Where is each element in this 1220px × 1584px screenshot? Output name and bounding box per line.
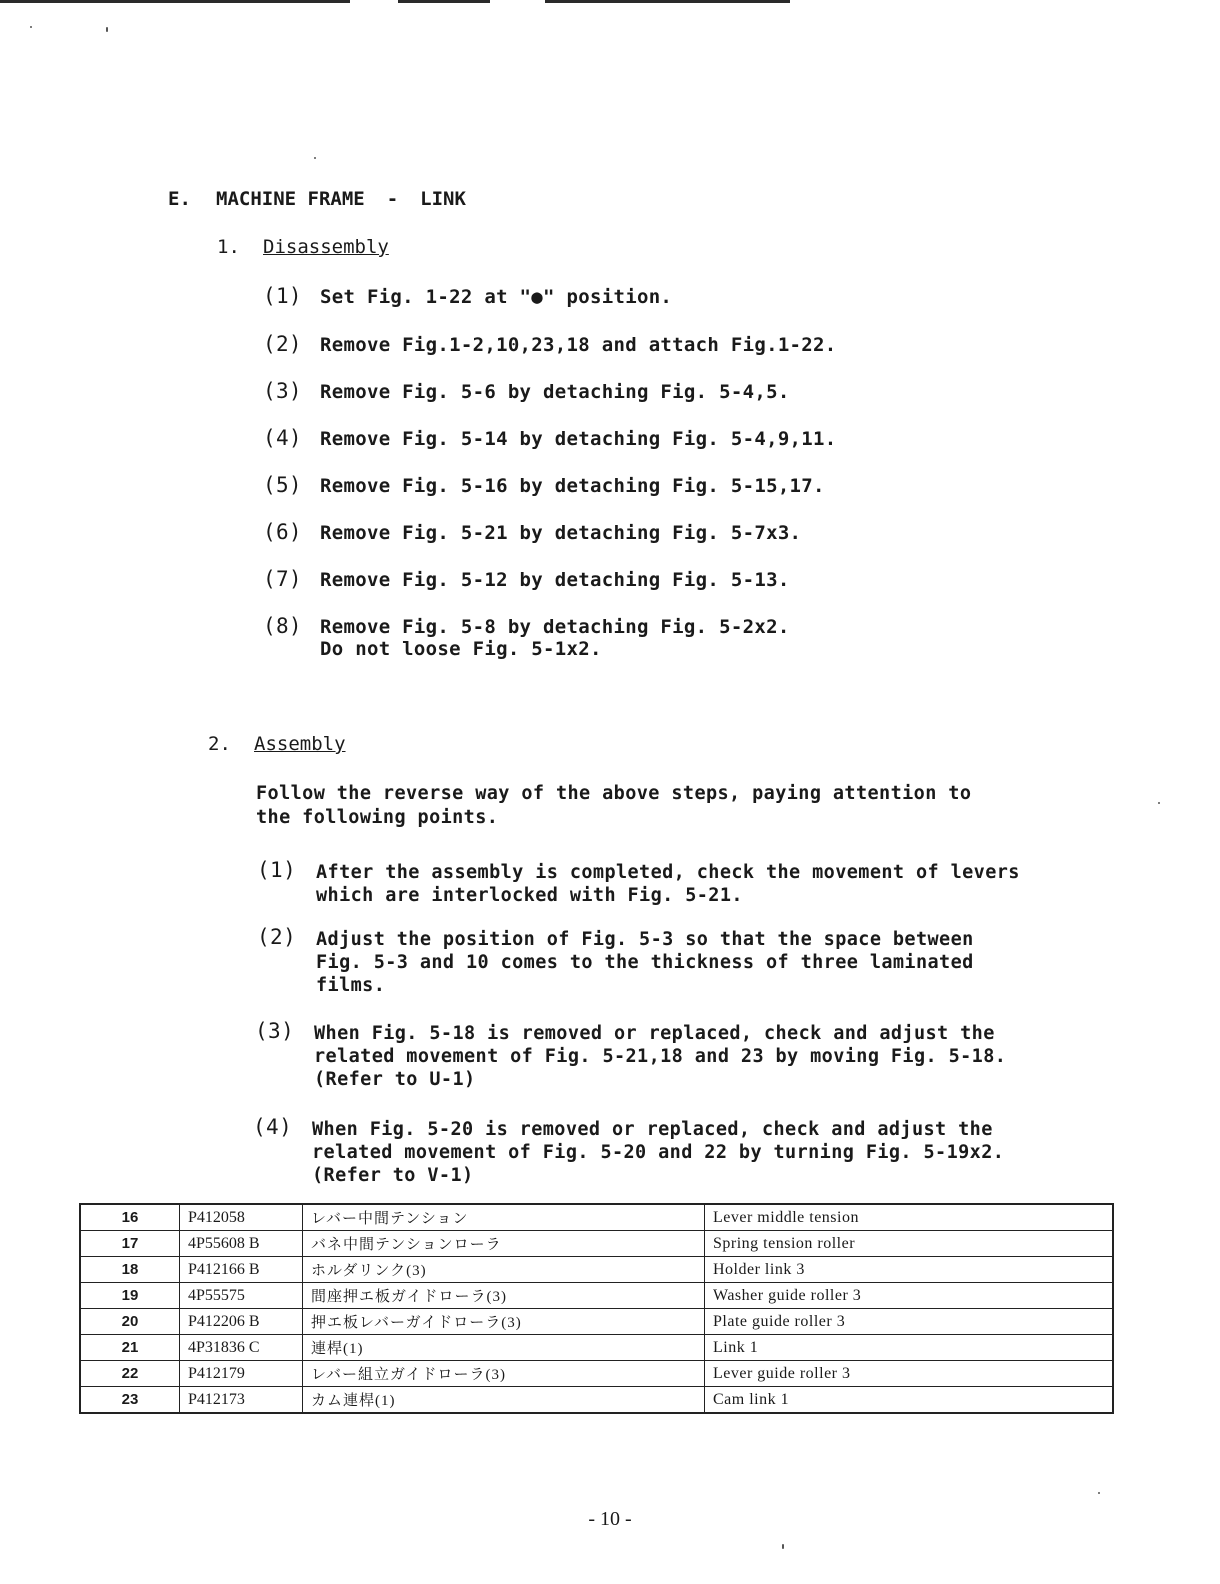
section-title-b: LINK bbox=[420, 188, 466, 210]
scan-speck bbox=[30, 26, 32, 28]
item-number: 17 bbox=[80, 1231, 180, 1257]
section-letter: E. bbox=[168, 188, 191, 210]
part-number: 4P55608 B bbox=[180, 1231, 303, 1257]
point-line: films. bbox=[316, 975, 386, 996]
japanese-name: 連桿(1) bbox=[303, 1335, 705, 1361]
disassembly-step bbox=[263, 614, 790, 660]
part-number: 4P31836 C bbox=[180, 1335, 303, 1361]
table-row bbox=[80, 1283, 1113, 1309]
step-text: Remove Fig. 5-14 by detaching Fig. 5-4,9,11. bbox=[320, 428, 837, 450]
table-row bbox=[80, 1309, 1113, 1335]
scan-speck bbox=[314, 157, 316, 159]
point-line: When Fig. 5-20 is removed or replaced, check and adjust the bbox=[312, 1119, 993, 1140]
point-line: which are interlocked with Fig. 5-21. bbox=[316, 885, 743, 906]
item-number: 19 bbox=[80, 1283, 180, 1309]
step-continuation: Do not loose Fig. 5-1x2. bbox=[320, 638, 602, 660]
intro-line: the following points. bbox=[256, 807, 499, 828]
disassembly-step bbox=[263, 567, 790, 591]
step-text: Remove Fig. 5-16 by detaching Fig. 5-15,17. bbox=[320, 475, 825, 497]
scan-speck bbox=[106, 27, 108, 32]
english-name: Washer guide roller 3 bbox=[705, 1283, 1114, 1309]
disassembly-step bbox=[263, 426, 837, 450]
part-number: 4P55575 bbox=[180, 1283, 303, 1309]
disassembly-step bbox=[263, 332, 837, 356]
part-number: P412058 bbox=[180, 1204, 303, 1231]
disassembly-step bbox=[263, 284, 672, 308]
assembly-heading bbox=[208, 733, 346, 755]
item-number: 21 bbox=[80, 1335, 180, 1361]
english-name: Plate guide roller 3 bbox=[705, 1309, 1114, 1335]
assembly-number: 2. bbox=[208, 733, 231, 755]
step-text: Remove Fig. 5-8 by detaching Fig. 5-2x2. bbox=[320, 616, 790, 638]
step-text: Remove Fig.1-2,10,23,18 and attach Fig.1-22. bbox=[320, 334, 837, 356]
point-line: (Refer to U-1) bbox=[314, 1069, 476, 1090]
japanese-name: レバー組立ガイドローラ(3) bbox=[303, 1361, 705, 1387]
point-number: (2) bbox=[257, 925, 297, 949]
disassembly-title: Disassembly bbox=[263, 236, 389, 258]
table-row bbox=[80, 1257, 1113, 1283]
point-line: related movement of Fig. 5-21,18 and 23 by moving Fig. 5-18. bbox=[314, 1046, 1007, 1067]
step-number: (6) bbox=[263, 520, 302, 544]
step-text: Remove Fig. 5-12 by detaching Fig. 5-13. bbox=[320, 569, 790, 591]
item-number: 22 bbox=[80, 1361, 180, 1387]
japanese-name: カム連桿(1) bbox=[303, 1387, 705, 1414]
point-line: When Fig. 5-18 is removed or replaced, check and adjust the bbox=[314, 1023, 995, 1044]
part-number: P412206 B bbox=[180, 1309, 303, 1335]
table-row bbox=[80, 1231, 1113, 1257]
english-name: Holder link 3 bbox=[705, 1257, 1114, 1283]
step-number: (2) bbox=[263, 332, 302, 356]
step-text: Set Fig. 1-22 at "●" position. bbox=[320, 286, 673, 308]
disassembly-step bbox=[263, 473, 825, 497]
point-line: After the assembly is completed, check the movement of levers bbox=[316, 862, 1020, 883]
point-line: (Refer to V-1) bbox=[312, 1165, 474, 1186]
section-heading bbox=[168, 188, 466, 210]
item-number: 20 bbox=[80, 1309, 180, 1335]
page-number: - 10 - bbox=[588, 1508, 632, 1530]
scan-speck bbox=[782, 1544, 784, 1549]
step-number: (3) bbox=[263, 379, 302, 403]
table-row bbox=[80, 1335, 1113, 1361]
scan-edge-line bbox=[0, 0, 350, 3]
japanese-name: 間座押エ板ガイドローラ(3) bbox=[303, 1283, 705, 1309]
step-number: (7) bbox=[263, 567, 302, 591]
english-name: Lever middle tension bbox=[705, 1204, 1114, 1231]
scan-speck bbox=[1158, 802, 1160, 804]
japanese-name: レバー中間テンション bbox=[303, 1204, 705, 1231]
assembly-point bbox=[253, 1115, 1005, 1187]
assembly-title: Assembly bbox=[254, 733, 346, 755]
table-row bbox=[80, 1387, 1113, 1414]
english-name: Lever guide roller 3 bbox=[705, 1361, 1114, 1387]
english-name: Spring tension roller bbox=[705, 1231, 1114, 1257]
step-number: (1) bbox=[263, 284, 302, 308]
table-row bbox=[80, 1204, 1113, 1231]
scan-edge-line bbox=[545, 0, 790, 3]
english-name: Cam link 1 bbox=[705, 1387, 1114, 1414]
section-dash: - bbox=[386, 188, 399, 210]
disassembly-step bbox=[263, 379, 790, 403]
section-title-a: MACHINE FRAME bbox=[216, 188, 365, 210]
japanese-name: ホルダリンク(3) bbox=[303, 1257, 705, 1283]
english-name: Link 1 bbox=[705, 1335, 1114, 1361]
item-number: 16 bbox=[80, 1204, 180, 1231]
intro-line: Follow the reverse way of the above steps, paying attention to bbox=[256, 783, 972, 804]
scan-edge-line bbox=[398, 0, 490, 3]
item-number: 23 bbox=[80, 1387, 180, 1414]
part-number: P412166 B bbox=[180, 1257, 303, 1283]
disassembly-number: 1. bbox=[217, 236, 240, 258]
japanese-name: 押エ板レバーガイドローラ(3) bbox=[303, 1309, 705, 1335]
assembly-intro bbox=[256, 782, 971, 830]
assembly-point bbox=[257, 858, 1020, 907]
step-text: Remove Fig. 5-21 by detaching Fig. 5-7x3. bbox=[320, 522, 802, 544]
item-number: 18 bbox=[80, 1257, 180, 1283]
assembly-point bbox=[255, 1019, 1007, 1091]
point-number: (3) bbox=[255, 1019, 295, 1043]
table-row bbox=[80, 1361, 1113, 1387]
assembly-point bbox=[257, 925, 974, 997]
point-line: Adjust the position of Fig. 5-3 so that the space between bbox=[316, 929, 974, 950]
japanese-name: バネ中間テンションローラ bbox=[303, 1231, 705, 1257]
step-text: Remove Fig. 5-6 by detaching Fig. 5-4,5. bbox=[320, 381, 790, 403]
point-number: (4) bbox=[253, 1115, 293, 1139]
parts-table bbox=[79, 1203, 1114, 1414]
point-line: related movement of Fig. 5-20 and 22 by turning Fig. 5-19x2. bbox=[312, 1142, 1005, 1163]
step-number: (5) bbox=[263, 473, 302, 497]
step-number: (4) bbox=[263, 426, 302, 450]
scan-speck bbox=[1098, 1492, 1100, 1494]
step-number: (8) bbox=[263, 614, 302, 638]
part-number: P412173 bbox=[180, 1387, 303, 1414]
point-line: Fig. 5-3 and 10 comes to the thickness of three laminated bbox=[316, 952, 974, 973]
part-number: P412179 bbox=[180, 1361, 303, 1387]
point-number: (1) bbox=[257, 858, 297, 882]
disassembly-step bbox=[263, 520, 801, 544]
disassembly-heading bbox=[217, 236, 389, 258]
